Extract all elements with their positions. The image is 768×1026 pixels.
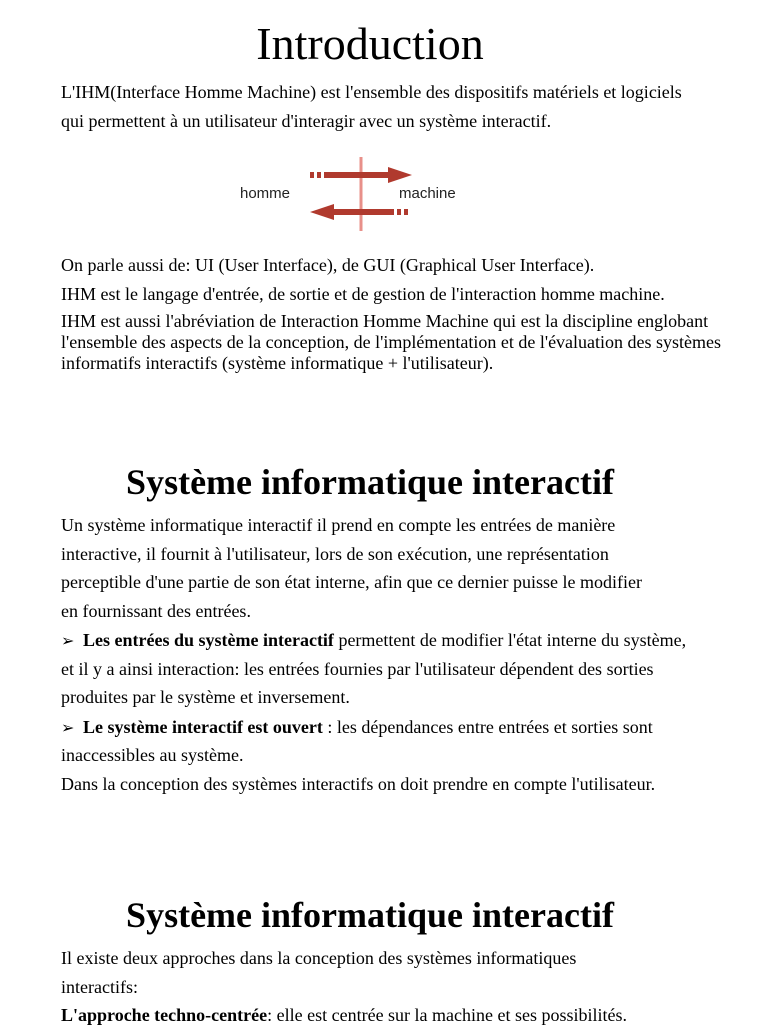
bullet-ouvert-text: : les dépendances entre entrées et sorties sont (322, 717, 653, 737)
paragraph-abreviation: IHM est aussi l'abréviation de Interaction Homme Machine qui est la discipline englobant l'ensemble des aspects de la conception, de l'implémentation et de l'évaluation des systèmes informatifs interactifs (système informatique + l'utilisateur). (61, 311, 722, 373)
bullet-ouvert (61, 716, 653, 740)
s2-line-6: et il y a ainsi interaction: les entrées fournies par l'utilisateur dépendent des sorties (61, 659, 654, 679)
s2-line-9: inaccessibles au système. (61, 745, 244, 765)
s2-line-2: interactive, il fournit à l'utilisateur, lors de son exécution, une représentation (61, 544, 609, 564)
diagram-label-machine: machine (399, 185, 456, 202)
approach-bold: L'approche techno-centrée (61, 1005, 268, 1025)
section-title-systeme-1: Système informatique interactif (126, 462, 614, 502)
page-title: Introduction (256, 18, 484, 69)
s2-line-3: perceptible d'une partie de son état interne, afin que ce dernier puisse le modifier (61, 572, 643, 592)
bullet-entrees-bold: Les entrées du système interactif (83, 630, 334, 650)
intro-line-1: L'IHM(Interface Homme Machine) est l'ensemble des dispositifs matériels et logiciels (61, 82, 682, 102)
arrow-left-icon (310, 204, 408, 220)
section-title-systeme-2: Système informatique interactif (126, 895, 614, 935)
bullet-ouvert-bold: Le système interactif est ouvert (83, 717, 323, 737)
bullet-arrow-icon: ➢ (61, 633, 75, 650)
bullet-arrow-icon: ➢ (61, 720, 75, 737)
s2-line-10: Dans la conception des systèmes interactifs on doit prendre en compte l'utilisateur. (61, 774, 656, 794)
paragraph-langage: IHM est le langage d'entrée, de sortie et de gestion de l'interaction homme machine. (61, 284, 665, 304)
diagram-label-homme: homme (240, 185, 291, 202)
homme-machine-diagram (230, 155, 510, 235)
paragraph-ui-gui: On parle aussi de: UI (User Interface), de GUI (Graphical User Interface). (61, 255, 595, 275)
approach-text: : elle est centrée sur la machine et ses possibilités. (267, 1005, 628, 1025)
s3-line-2: interactifs: (61, 977, 138, 997)
approach-techno-centree (61, 1004, 627, 1026)
bullet-entrees-text: permettent de modifier l'état interne du système, (333, 630, 687, 650)
bullet-entrees (61, 629, 686, 653)
s3-line-1: Il existe deux approches dans la conception des systèmes informatiques (61, 948, 577, 968)
s2-line-1: Un système informatique interactif il prend en compte les entrées de manière (61, 515, 616, 535)
s2-line-4: en fournissant des entrées. (61, 601, 251, 621)
intro-line-2: qui permettent à un utilisateur d'interagir avec un système interactif. (61, 111, 552, 131)
s2-line-7: produites par le système et inversement. (61, 687, 350, 707)
